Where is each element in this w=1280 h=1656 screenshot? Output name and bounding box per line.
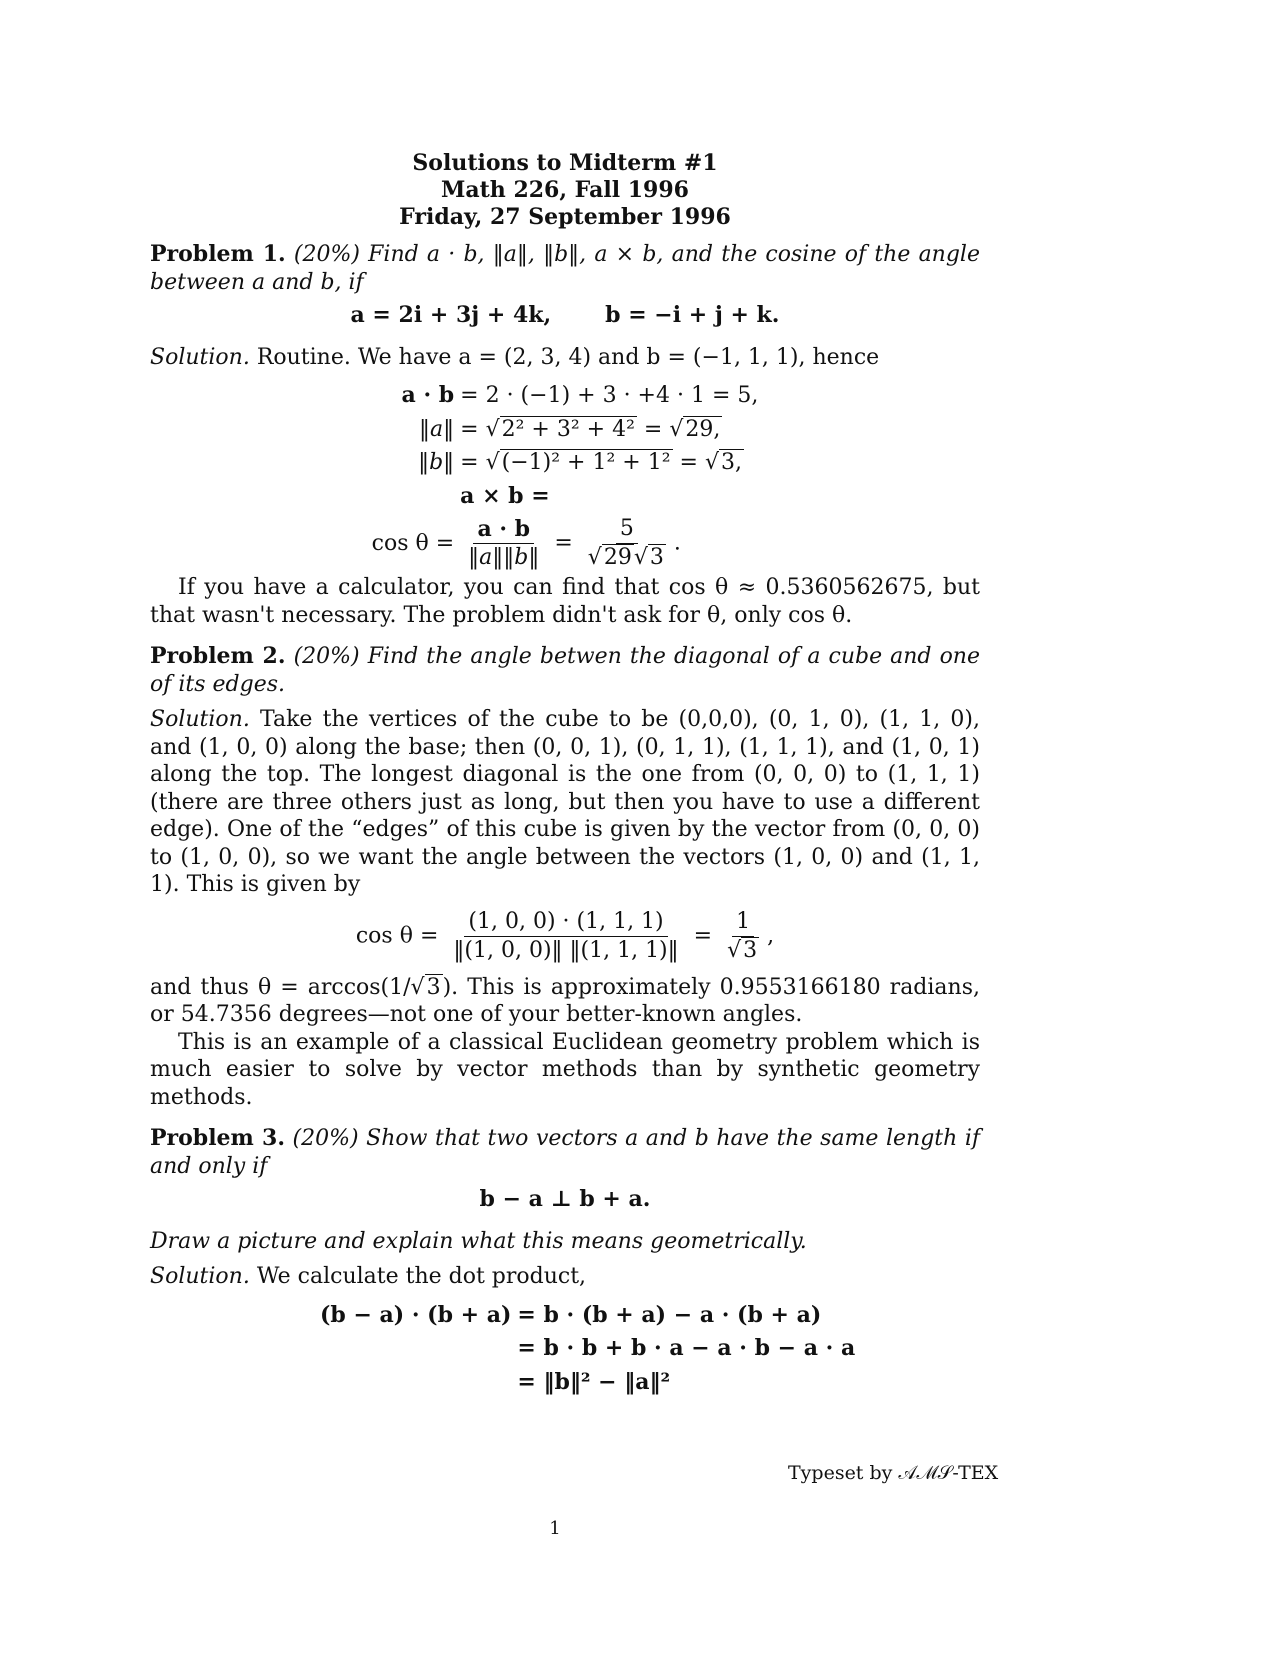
problem-1-display <box>150 302 980 330</box>
solution-label: Solution. <box>150 344 250 370</box>
problem-3-label: Problem 3. <box>150 1125 285 1151</box>
eq-lhs: ‖b‖ <box>418 450 455 475</box>
denominator: ‖a‖‖b‖ <box>468 545 540 570</box>
problem-2-conclusion <box>150 974 980 1029</box>
cross-product: a × b = <box>460 482 550 509</box>
eq-rhs: = 2 · (−1) + 3 · +4 · 1 = 5, <box>460 383 759 408</box>
radicand: 29, <box>685 416 721 442</box>
document-header <box>150 150 980 231</box>
sqrt: √2² + 3² + 4² <box>485 416 635 442</box>
text-fragment: ). This is approximately 0.9553166180 radians, or 54.7356 degrees—not one of your better-known angles. <box>150 974 980 1027</box>
problem-2-label: Problem 2. <box>150 643 286 669</box>
numerator: a · b <box>473 516 534 544</box>
radicand: 3 <box>743 937 758 963</box>
page-number: 1 <box>549 1518 561 1539</box>
denominator: √3 <box>727 937 758 963</box>
eq-sign: = <box>679 450 698 475</box>
eq-lhs: ‖a‖ <box>419 416 455 442</box>
equation-row <box>320 1332 855 1366</box>
equation-row <box>372 480 759 514</box>
eq-sign: = <box>643 416 663 442</box>
header-date: Friday, 27 September 1996 <box>399 204 731 230</box>
numerator: (1, 0, 0) · (1, 1, 1) <box>464 909 667 937</box>
denominator: ‖(1, 0, 0)‖ ‖(1, 1, 1)‖ <box>453 937 679 963</box>
sqrt: √29, <box>669 416 721 442</box>
solution-text: Take the vertices of the cube to be (0,0,0), (0, 1, 0), (1, 1, 0), and (1, 0, 0) along the base; then (0, 0, 1), (0, 1, 1), (1, 1, 1), and (1, 0, 1) along the top. The longest diagonal is the one from (0, 0, 0) to (1, 1, 1) (there are three others just as long, but then you have to use a different edge). One of the “edges” of this cube is given by the vector from (0, 0, 0) to (1, 0, 0), so we want the angle between the vectors (1, 0, 0) and (1, 1, 1). This is given by <box>150 707 980 897</box>
eq-lhs: (b − a) · (b + a) <box>320 1301 512 1328</box>
problem-2-text: (20%) Find the angle betwen the diagonal of a cube and one of its edges. <box>150 644 980 697</box>
header-title: Solutions to Midterm #1 <box>412 150 718 176</box>
fraction <box>449 909 682 964</box>
equation-row <box>372 446 759 480</box>
equation-row <box>372 513 759 574</box>
eq-sign: = <box>693 923 713 948</box>
radicand: 3 <box>426 974 441 1000</box>
vector-a-definition: a = 2i + 3j + 4k, <box>350 302 552 328</box>
radicand: (−1)² + 1² + 1² <box>501 450 671 475</box>
solution-text: We calculate the dot product, <box>256 1264 587 1289</box>
denominator: √29√3 <box>587 545 664 570</box>
problem-1-equations <box>372 379 759 574</box>
solution-label: Solution. <box>150 707 250 732</box>
text-fragment: and thus θ = arccos(1/ <box>150 974 411 1000</box>
problem-1-statement <box>150 241 980 296</box>
eq-rhs: = ‖b‖² − ‖a‖² <box>517 1368 671 1395</box>
problem-3-statement <box>150 1125 980 1180</box>
sqrt: √3 <box>410 974 441 1000</box>
sqrt: √(−1)² + 1² + 1² <box>485 450 671 475</box>
numerator: 1 <box>732 909 754 937</box>
equation-row <box>320 1299 855 1333</box>
eq-rhs: = b · b + b · a − a · b − a · a <box>517 1335 856 1361</box>
problem-3-display: b − a ⊥ b + a. <box>479 1186 651 1212</box>
equation-row <box>372 379 759 413</box>
problem-3-instruction: Draw a picture and explain what this means geometrically. <box>150 1228 807 1254</box>
sqrt: √3, <box>704 450 742 475</box>
eq-rhs: = b · (b + a) − a · (b + a) <box>517 1301 822 1328</box>
eq-lhs: a · b <box>401 382 455 408</box>
problem-1-solution <box>150 344 980 372</box>
equation-row <box>372 413 759 447</box>
problem-2-solution <box>150 706 980 899</box>
problem-1-text: (20%) Find a · b, ‖a‖, ‖b‖, a × b, and the cosine of the angle between a and b, if <box>150 242 980 295</box>
problem-2-statement <box>150 643 980 698</box>
problem-1-remark: If you have a calculator, you can find that cos θ ≈ 0.5360562675, but that wasn't necessary. The problem didn't ask for θ, only cos θ. <box>150 575 980 628</box>
typeset-credit: Typeset by 𝒜ℳ𝒮-TEX <box>788 1462 999 1484</box>
fraction <box>464 516 543 571</box>
solution-text: Routine. We have a = (2, 3, 4) and b = (−1, 1, 1), hence <box>256 344 880 370</box>
problem-1-label: Problem 1. <box>150 241 286 267</box>
problem-2-remark: This is an example of a classical Euclidean geometry problem which is much easier to solve by vector methods than by synthetic geometry methods. <box>150 1029 980 1110</box>
solution-label: Solution. <box>150 1264 250 1289</box>
fraction <box>584 516 670 571</box>
radicand: 29 <box>603 545 632 570</box>
eq-lhs: cos θ = <box>355 923 439 948</box>
comma: , <box>767 923 775 948</box>
radicand: 2² + 3² + 4² <box>501 416 635 442</box>
eq-sign: = <box>554 530 573 556</box>
problem-3-equations <box>320 1299 855 1400</box>
eq-lhs: cos θ = <box>371 530 455 556</box>
problem-3-text: (20%) Show that two vectors a and b have the same length if and only if <box>150 1126 981 1179</box>
header-course: Math 226, Fall 1996 <box>441 177 689 203</box>
eq-sign: = <box>460 450 479 475</box>
vector-b-definition: b = −i + j + k. <box>605 302 780 328</box>
radicand: 3, <box>720 450 742 475</box>
document-page <box>150 150 980 1399</box>
eq-sign: = <box>460 416 479 442</box>
fraction <box>723 909 763 964</box>
period: . <box>673 530 681 556</box>
numerator: 5 <box>616 516 638 544</box>
problem-3-solution <box>150 1263 980 1291</box>
problem-2-equation <box>150 909 980 964</box>
radicand: 3 <box>649 545 664 570</box>
equation-row <box>320 1366 855 1400</box>
